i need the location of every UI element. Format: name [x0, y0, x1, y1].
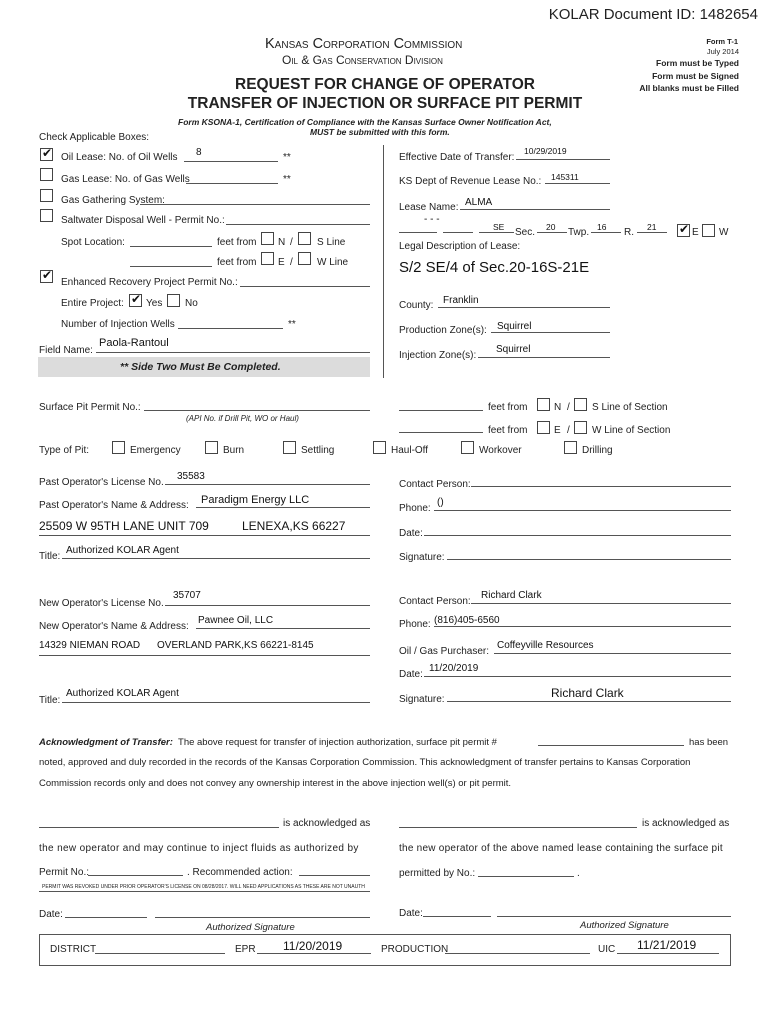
new-date-value: 11/20/2019 — [429, 663, 479, 674]
entire-project-yes-label: Yes — [146, 298, 163, 309]
past-date-field[interactable] — [424, 535, 731, 536]
production-zone-label: Production Zone(s): — [399, 325, 487, 336]
injection-zone-field[interactable] — [478, 357, 610, 358]
spot-s-checkbox[interactable] — [298, 232, 311, 245]
surface-pit-permit-field[interactable] — [144, 410, 370, 411]
pit-s-checkbox[interactable] — [574, 398, 587, 411]
sec-field[interactable] — [537, 232, 567, 233]
past-license-field[interactable] — [165, 484, 370, 485]
twp-value: 16 — [597, 222, 607, 232]
ack-left-signature-field[interactable] — [155, 917, 370, 918]
pit-type-hauloff-label: Haul-Off — [391, 445, 429, 456]
past-title-field[interactable] — [62, 558, 370, 559]
new-date-field[interactable] — [424, 676, 731, 677]
ack-right-date-field[interactable] — [423, 916, 491, 917]
type-of-pit-label: Type of Pit: — [39, 445, 90, 456]
pit-type-drilling-label: Drilling — [582, 445, 613, 456]
surface-pit-permit-label: Surface Pit Permit No.: — [39, 402, 141, 413]
entire-project-no-checkbox[interactable] — [167, 294, 180, 307]
r-field[interactable] — [637, 232, 667, 233]
ack-right-signature-field[interactable] — [497, 916, 731, 917]
uic-label: UIC — [598, 944, 616, 955]
twp-label: Twp. — [568, 227, 590, 238]
new-contact-value: Richard Clark — [481, 590, 542, 601]
form-date: July 2014 — [706, 47, 739, 56]
pit-ns-slash: / — [567, 402, 570, 413]
past-signature-label: Signature: — [399, 552, 445, 563]
pit-type-hauloff-checkbox[interactable] — [373, 441, 386, 454]
new-name-label: New Operator's Name & Address: — [39, 621, 189, 632]
quarter-field-3[interactable] — [479, 232, 514, 233]
county-field[interactable] — [438, 307, 610, 308]
past-name-label: Past Operator's Name & Address: — [39, 500, 189, 511]
sec-label: Sec. — [515, 227, 536, 238]
spot-ns-slash: / — [290, 237, 293, 248]
ack-permitted-by-label: permitted by No.: — [399, 868, 476, 879]
quarter-value: SE — [493, 222, 505, 232]
ack-text1: The above request for transfer of injection authorization, surface pit permit # — [178, 737, 497, 748]
uic-field[interactable] — [617, 953, 719, 954]
gas-wells-stars: ** — [283, 174, 291, 185]
spot-ew-feet-from: feet from — [217, 257, 257, 268]
past-signature-field[interactable] — [447, 559, 731, 560]
past-license-value: 35583 — [177, 471, 205, 482]
past-title-label: Title: — [39, 551, 61, 562]
new-contact-label: Contact Person: — [399, 596, 471, 607]
form-title-line1: REQUEST FOR CHANGE OF OPERATOR — [235, 76, 535, 93]
past-phone-value: () — [437, 497, 444, 508]
side-two-notice: ** Side Two Must Be Completed. — [120, 361, 281, 373]
ks-lease-field[interactable] — [545, 183, 610, 184]
pit-ew-feet-field[interactable] — [399, 432, 483, 433]
kolar-document-id: KOLAR Document ID: 1482654 — [548, 6, 758, 23]
pit-ew-slash: / — [567, 425, 570, 436]
entire-project-label: Entire Project: — [61, 298, 124, 309]
pit-ew-feet-from: feet from — [488, 425, 528, 436]
quarter-field-2[interactable] — [443, 232, 473, 233]
form-requirement-typed: Form must be Typed — [656, 58, 739, 68]
new-phone-field[interactable] — [434, 626, 731, 627]
oil-wells-stars: ** — [283, 152, 291, 163]
ack-fine-print-field[interactable] — [39, 891, 370, 892]
pit-w-line-label: W Line of Section — [592, 425, 671, 436]
sec-value: 20 — [546, 222, 556, 232]
past-phone-label: Phone: — [399, 503, 431, 514]
injection-zone-label: Injection Zone(s): — [399, 350, 477, 361]
production-zone-value: Squirrel — [497, 321, 532, 332]
spot-location-label: Spot Location: — [61, 237, 125, 248]
ack-right-date-label: Date: — [399, 908, 423, 919]
num-injection-wells-field[interactable] — [178, 328, 283, 329]
pit-type-emergency-checkbox[interactable] — [112, 441, 125, 454]
spot-n-checkbox[interactable] — [261, 232, 274, 245]
new-purchaser-field[interactable] — [494, 653, 731, 654]
pit-type-burn-checkbox[interactable] — [205, 441, 218, 454]
pit-e-label: E — [554, 425, 561, 436]
county-label: County: — [399, 300, 434, 311]
new-address-city: OVERLAND PARK,KS 66221-8145 — [157, 640, 314, 651]
pit-type-workover-checkbox[interactable] — [461, 441, 474, 454]
agency-name: Kansas Corporation Commission — [265, 36, 463, 52]
pit-n-label: N — [554, 402, 562, 413]
injection-zone-value: Squirrel — [496, 344, 531, 355]
past-contact-field[interactable] — [471, 486, 731, 487]
new-purchaser-label: Oil / Gas Purchaser: — [399, 646, 490, 657]
spot-w-checkbox[interactable] — [298, 252, 311, 265]
lease-name-field[interactable] — [460, 209, 610, 210]
spot-ew-slash: / — [290, 257, 293, 268]
new-address-field[interactable] — [39, 655, 370, 656]
district-label: DISTRICT — [50, 944, 97, 955]
range-w-checkbox[interactable] — [702, 224, 715, 237]
pit-type-workover-label: Workover — [479, 445, 522, 456]
gas-wells-field[interactable] — [186, 183, 278, 184]
api-note: (API No. if Drill Pit, WO or Haul) — [186, 414, 299, 423]
past-phone-field[interactable] — [434, 510, 731, 511]
production-field[interactable] — [445, 953, 590, 954]
range-e-label: E — [692, 227, 699, 238]
ack-left-date-field[interactable] — [65, 917, 147, 918]
new-phone-label: Phone: — [399, 619, 431, 630]
new-date-label: Date: — [399, 669, 423, 680]
new-title-field[interactable] — [62, 702, 370, 703]
entire-project-yes-checkbox[interactable] — [129, 294, 142, 307]
pit-type-settling-label: Settling — [301, 445, 335, 456]
field-name-field[interactable] — [96, 352, 370, 353]
pit-type-settling-checkbox[interactable] — [283, 441, 296, 454]
erp-checkbox[interactable] — [40, 270, 53, 283]
form-subtitle-line1: Form KSONA-1, Certification of Compliance with the Kansas Surface Owner Notification Act, — [178, 117, 552, 127]
ack-text2: noted, approved and duly recorded in the records of the Kansas Corporation Commission. This acknowledgment of transfer pertains to Kansas Corporation — [39, 757, 691, 768]
new-signature-field[interactable] — [447, 701, 731, 702]
ack-right-operator-field[interactable] — [399, 827, 637, 828]
entire-project-no-label: No — [185, 298, 198, 309]
range-w-label: W — [719, 227, 729, 238]
new-name-value: Pawnee Oil, LLC — [198, 615, 274, 626]
new-license-label: New Operator's License No. — [39, 598, 164, 609]
ack-right-new-operator: the new operator of the above named lease containing the surface pit — [399, 843, 723, 854]
form-requirement-signed: Form must be Signed — [652, 71, 739, 81]
num-injection-wells-label: Number of Injection Wells — [61, 319, 175, 330]
twp-field[interactable] — [591, 232, 621, 233]
r-value: 21 — [647, 222, 657, 232]
pit-n-checkbox[interactable] — [537, 398, 550, 411]
ack-recommended-field[interactable] — [299, 875, 370, 876]
epr-label: EPR — [235, 944, 256, 955]
ack-right-authorized-signature: Authorized Signature — [580, 920, 669, 931]
past-address-city: LENEXA,KS 66227 — [242, 519, 346, 533]
ack-line1 — [39, 737, 497, 748]
epr-date-value: 11/20/2019 — [283, 939, 343, 953]
legal-description-label: Legal Description of Lease: — [399, 241, 521, 252]
past-date-label: Date: — [399, 528, 423, 539]
swd-label: Saltwater Disposal Well - Permit No.: — [61, 215, 225, 226]
past-license-label: Past Operator's License No. — [39, 477, 164, 488]
gas-lease-checkbox[interactable] — [40, 168, 53, 181]
new-purchaser-value: Coffeyville Resources — [497, 640, 594, 651]
spot-s-line-label: S Line — [317, 237, 346, 248]
new-phone-value: (816)405-6560 — [434, 615, 500, 626]
pit-ns-feet-from: feet from — [488, 402, 528, 413]
ack-recommended-label: . Recommended action: — [187, 867, 293, 878]
oil-wells-value: 8 — [196, 147, 202, 158]
effective-date-value: 10/29/2019 — [524, 146, 567, 156]
pit-type-drilling-checkbox[interactable] — [564, 441, 577, 454]
pit-e-checkbox[interactable] — [537, 421, 550, 434]
ack-heading: Acknowledgment of Transfer: — [39, 737, 173, 748]
spot-e-checkbox[interactable] — [261, 252, 274, 265]
spot-n-label: N — [278, 237, 286, 248]
past-name-value: Paradigm Energy LLC — [201, 494, 310, 506]
ack-left-authorized-signature: Authorized Signature — [206, 922, 295, 933]
ack-permit-no-label: Permit No.: — [39, 867, 90, 878]
form-subtitle-line2: MUST be submitted with this form. — [310, 127, 450, 137]
ack-permit-field[interactable] — [538, 745, 684, 746]
past-contact-label: Contact Person: — [399, 479, 471, 490]
oil-lease-checkbox[interactable] — [40, 148, 53, 161]
column-divider — [383, 145, 384, 378]
form-id: Form T-1 — [706, 37, 738, 46]
pit-w-checkbox[interactable] — [574, 421, 587, 434]
ack-permitted-by-field[interactable] — [478, 876, 574, 877]
gas-gathering-checkbox[interactable] — [40, 189, 53, 202]
uic-date-value: 11/21/2019 — [637, 938, 697, 952]
effective-date-label: Effective Date of Transfer: — [399, 152, 515, 163]
pit-ns-feet-field[interactable] — [399, 410, 483, 411]
quarter-field-1[interactable] — [399, 232, 437, 233]
ks-lease-value: 145311 — [551, 172, 579, 182]
new-title-label: Title: — [39, 695, 61, 706]
past-name-field[interactable] — [196, 507, 370, 508]
quarter-dashes: - - - — [424, 214, 440, 225]
past-title-value: Authorized KOLAR Agent — [66, 545, 179, 556]
pit-type-emergency-label: Emergency — [130, 445, 181, 456]
ack-left-operator-field[interactable] — [39, 827, 279, 828]
erp-permit-field[interactable] — [240, 286, 370, 287]
production-label: PRODUCTION — [381, 944, 449, 955]
new-address-street: 14329 NIEMAN ROAD — [39, 640, 141, 651]
field-name-value: Paola-Rantoul — [99, 337, 169, 349]
past-address-field[interactable] — [39, 535, 370, 536]
r-label: R. — [624, 227, 634, 238]
lease-name-label: Lease Name: — [399, 202, 459, 213]
field-name-label: Field Name: — [39, 345, 93, 356]
past-address-street: 25509 W 95TH LANE UNIT 709 — [39, 519, 209, 533]
ack-has-been: has been — [689, 737, 729, 748]
lease-name-value: ALMA — [465, 197, 493, 208]
ack-permitted-period: . — [577, 868, 580, 879]
production-zone-field[interactable] — [491, 332, 610, 333]
spot-ns-feet-from: feet from — [217, 237, 257, 248]
gas-lease-label: Gas Lease: No. of Gas Wells — [61, 174, 190, 185]
oil-lease-label: Oil Lease: No. of Oil Wells — [61, 152, 178, 163]
ks-lease-label: KS Dept of Revenue Lease No.: — [399, 176, 542, 187]
new-contact-field[interactable] — [471, 603, 731, 604]
new-title-value: Authorized KOLAR Agent — [66, 688, 179, 699]
ack-left-new-operator: the new operator and may continue to inject fluids as authorized by — [39, 843, 359, 854]
new-name-field[interactable] — [196, 628, 370, 629]
spot-ew-feet-field[interactable] — [130, 266, 212, 267]
ack-left-is-acknowledged: is acknowledged as — [283, 818, 371, 829]
epr-field[interactable] — [257, 953, 371, 954]
form-title-line2: TRANSFER OF INJECTION OR SURFACE PIT PERMIT — [187, 95, 583, 112]
division-name: Oil & Gas Conservation Division — [282, 53, 443, 67]
spot-ns-feet-field[interactable] — [130, 246, 212, 247]
ack-fine-print: PERMIT WAS REVOKED UNDER PRIOR OPERATOR'S LICENSE ON 08/28/2017. WILL NEED APPLICATIONS AS THESE ARE NOT UNAUTH — [42, 884, 365, 890]
legal-description-value: S/2 SE/4 of Sec.20-16S-21E — [399, 259, 590, 276]
new-license-value: 35707 — [173, 590, 201, 601]
ack-right-is-acknowledged: is acknowledged as — [642, 818, 730, 829]
swd-checkbox[interactable] — [40, 209, 53, 222]
spot-w-line-label: W Line — [317, 257, 349, 268]
ack-permit-no-field[interactable] — [88, 875, 183, 876]
check-boxes-label: Check Applicable Boxes: — [39, 132, 150, 143]
form-requirement-filled: All blanks must be Filled — [639, 83, 739, 93]
swd-permit-field[interactable] — [226, 224, 370, 225]
pit-s-line-label: S Line of Section — [592, 402, 668, 413]
new-signature-label: Signature: — [399, 694, 445, 705]
county-value: Franklin — [443, 295, 479, 306]
ack-left-date-label: Date: — [39, 909, 63, 920]
effective-date-field[interactable] — [516, 159, 610, 160]
range-e-checkbox[interactable] — [677, 224, 690, 237]
new-license-field[interactable] — [165, 605, 370, 606]
erp-label: Enhanced Recovery Project Permit No.: — [61, 277, 238, 288]
gas-gathering-label: Gas Gathering System: — [61, 195, 165, 206]
new-signature-value: Richard Clark — [551, 686, 624, 700]
ack-text3: Commission records only and does not convey any ownership interest in the above injection well(s) or pit permit. — [39, 778, 512, 789]
pit-type-burn-label: Burn — [223, 445, 245, 456]
district-field[interactable] — [95, 953, 225, 954]
oil-wells-field[interactable] — [184, 161, 278, 162]
gas-gathering-field[interactable] — [140, 204, 370, 205]
spot-e-label: E — [278, 257, 285, 268]
num-injection-wells-stars: ** — [288, 319, 296, 330]
